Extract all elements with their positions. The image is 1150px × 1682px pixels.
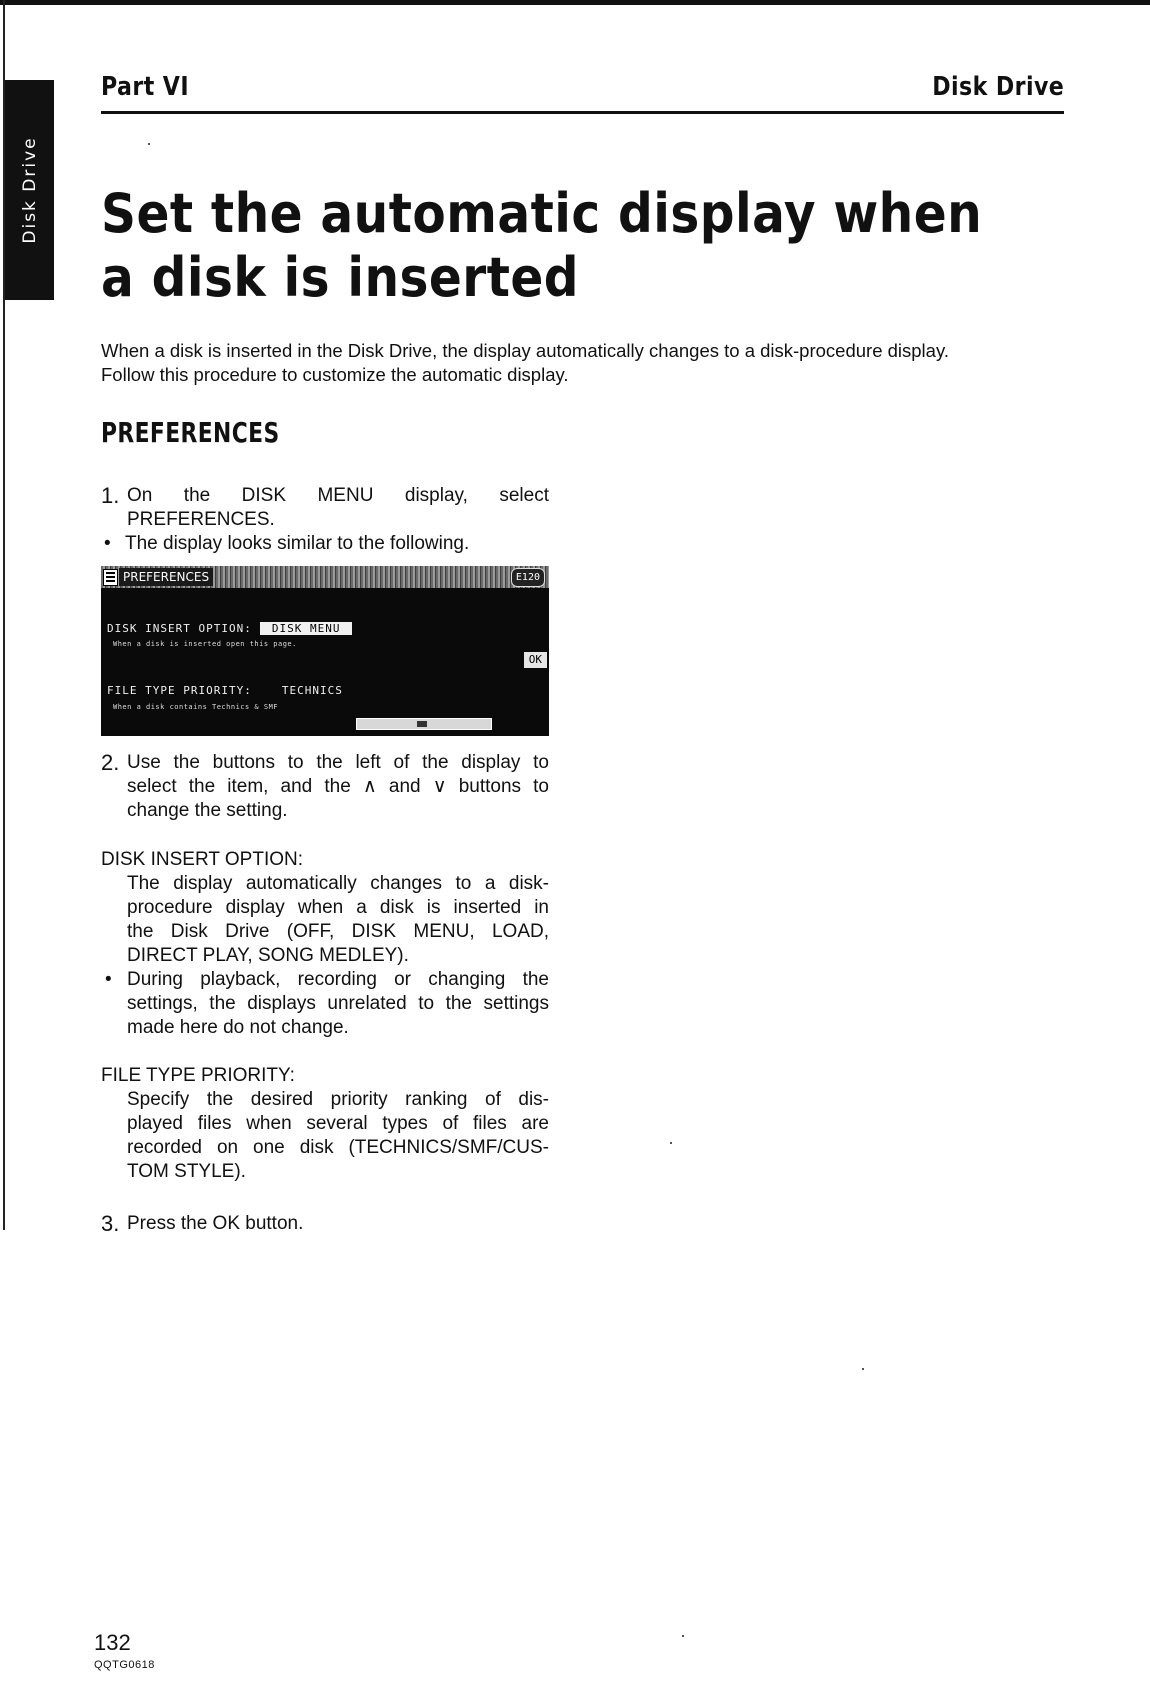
step-line: PREFERENCES. xyxy=(127,509,275,530)
screen-scrollbar xyxy=(356,718,492,730)
screen-titlebar xyxy=(101,566,549,588)
step-1 xyxy=(101,484,549,556)
screen-row-value: DISK MENU xyxy=(260,622,353,635)
screen-row-disk-insert xyxy=(107,622,352,635)
screen-row-label: DISK INSERT OPTION: xyxy=(107,622,252,635)
header-rule xyxy=(101,111,1064,114)
page-number: 132 xyxy=(94,1630,131,1655)
screen-row-value: TECHNICS xyxy=(281,684,343,697)
step-line: Use the buttons to the left of the display to xyxy=(127,752,549,773)
step-line: Press the OK button. xyxy=(127,1213,304,1234)
bullet-icon: • xyxy=(105,969,112,990)
option-bullet xyxy=(101,968,549,1040)
option-line: The display automatically changes to a disk- xyxy=(127,873,549,894)
option-file-type xyxy=(101,1064,549,1184)
step-bullet xyxy=(101,532,549,556)
step-3 xyxy=(101,1212,549,1236)
part-label: Part VI xyxy=(101,72,189,102)
scan-speck xyxy=(682,1635,684,1637)
step-line: select the item, and the ∧ and ∨ buttons to xyxy=(127,776,549,797)
bullet-icon: • xyxy=(104,533,111,554)
section-label: Disk Drive xyxy=(932,72,1064,102)
section-heading: PREFERENCES xyxy=(101,416,280,449)
step-line: change the setting. xyxy=(127,800,288,821)
intro-line: Follow this procedure to customize the automatic display. xyxy=(101,364,569,385)
option-line: DIRECT PLAY, SONG MEDLEY). xyxy=(127,945,409,966)
preferences-screen-image xyxy=(101,566,549,736)
scan-speck xyxy=(670,1142,672,1144)
side-tab xyxy=(5,80,54,300)
side-tab-label: Disk Drive xyxy=(19,136,40,244)
document-code: QQTG0618 xyxy=(94,1659,155,1671)
option-label: DISK INSERT OPTION: xyxy=(101,849,304,870)
screen-row-hint: When a disk contains Technics & SMF xyxy=(113,703,279,711)
option-line: procedure display when a disk is inserted in xyxy=(127,897,549,918)
bullet-text: The display looks similar to the following. xyxy=(125,533,470,554)
menu-icon xyxy=(103,569,118,586)
intro-paragraph xyxy=(101,339,1081,387)
bullet-line: settings, the displays unrelated to the settings xyxy=(127,993,549,1014)
option-disk-insert xyxy=(101,848,549,1040)
option-line: TOM STYLE). xyxy=(127,1161,246,1182)
screen-title: PREFERENCES xyxy=(119,568,213,586)
screen-row-label: FILE TYPE PRIORITY: xyxy=(107,684,252,697)
screen-badge: E120 xyxy=(511,568,545,587)
step-number: 1. xyxy=(101,483,120,508)
screen-row-hint: When a disk is inserted open this page. xyxy=(113,640,297,648)
bullet-line: made here do not change. xyxy=(127,1017,349,1038)
screen-ok-button: OK xyxy=(524,652,547,668)
screen-scroll-thumb xyxy=(417,721,427,727)
scan-speck xyxy=(148,143,150,145)
scan-speck xyxy=(862,1368,864,1370)
screen-row-file-type xyxy=(107,684,343,697)
option-line: the Disk Drive (OFF, DISK MENU, LOAD, xyxy=(127,921,549,942)
step-2 xyxy=(101,751,549,823)
page-title: Set the automatic display when a disk is inserted xyxy=(101,182,983,309)
step-number: 3. xyxy=(101,1211,120,1236)
option-label: FILE TYPE PRIORITY: xyxy=(101,1065,295,1086)
step-line: On the DISK MENU display, select xyxy=(127,485,549,506)
bullet-line: During playback, recording or changing the xyxy=(127,969,549,990)
option-line: played files when several types of files are xyxy=(127,1113,549,1134)
intro-line: When a disk is inserted in the Disk Drive, the display automatically changes to a disk-procedure display. xyxy=(101,340,949,361)
step-number: 2. xyxy=(101,750,120,775)
option-line: Specify the desired priority ranking of dis- xyxy=(127,1089,549,1110)
option-line: recorded on one disk (TECHNICS/SMF/CUS- xyxy=(127,1137,549,1158)
top-border-rule xyxy=(0,0,1150,5)
